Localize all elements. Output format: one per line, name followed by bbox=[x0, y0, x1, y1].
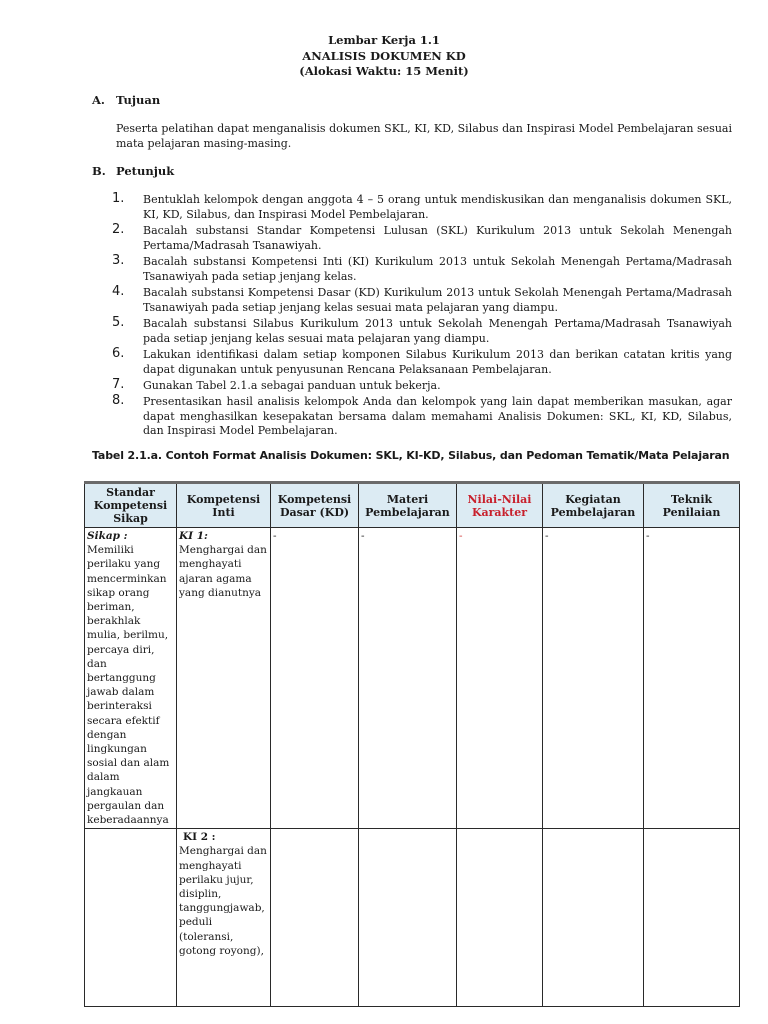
title-line-2: ANALISIS DOKUMEN KD bbox=[302, 48, 466, 63]
step-text: Bacalah substansi Standar Kompetensi Lulusan (SKL) Kurikulum 2013 untuk Sekolah Menengah Pertama/Madrasah Tsanawiyah. bbox=[143, 223, 732, 252]
table-row bbox=[85, 829, 740, 1007]
step-text: Bentuklah kelompok dengan anggota 4 – 5 orang untuk mendiskusikan dan menganalisis dokumen SKL, KI, KD, Silabus, dan Inspirasi Model Pembelajaran. bbox=[143, 193, 732, 221]
step-number: 3. bbox=[112, 252, 125, 268]
step-text: Presentasikan hasil analisis kelompok Anda dan kelompok yang lain dapat memberikan masukan, agar dapat menghasilkan kesepakatan bersama dalam memahami Analisis Dokumen: SKL, KI, KD, Silabus, dan Inspirasi Model Pembelajaran. bbox=[143, 395, 732, 438]
cell-teknik: - bbox=[644, 528, 740, 829]
step-number: 2. bbox=[112, 221, 125, 237]
ki-text: Menghargai dan menghayati ajaran agama yang dianutnya bbox=[179, 544, 267, 599]
section-a-letter: A. bbox=[92, 93, 105, 107]
cell-ki bbox=[177, 829, 271, 1007]
instruction-item bbox=[112, 193, 732, 222]
skl-text: Memiliki perilaku yang mencerminkan sikap orang beriman, berakhlak mulia, berilmu, percaya diri, dan bertanggung jawab dalam berinteraksi secara efektif dengan lingkungan sosial dan alam dalam jangkauan pergaulan dan keberadaannya bbox=[87, 544, 170, 827]
instruction-item bbox=[112, 221, 732, 253]
worksheet-title bbox=[0, 33, 768, 80]
cell-skl bbox=[85, 829, 177, 1007]
table-header-row bbox=[85, 483, 740, 528]
section-b-title: Petunjuk bbox=[116, 164, 175, 178]
header-kegiatan-pembelajaran: Kegiatan Pembelajaran bbox=[543, 483, 644, 528]
instruction-item bbox=[112, 376, 732, 394]
header-materi-pembelajaran: Materi Pembelajaran bbox=[359, 483, 457, 528]
header-kompetensi-dasar: Kompetensi Dasar (KD) bbox=[271, 483, 359, 528]
instruction-item bbox=[112, 314, 732, 346]
ki-text: Menghargai dan menghayati perilaku jujur, disiplin, tanggungjawab, peduli (toleransi, gotong royong), bbox=[179, 845, 267, 957]
section-a-heading bbox=[92, 93, 160, 107]
section-a-text: Peserta pelatihan dapat menganalisis dokumen SKL, KI, KD, Silabus dan Inspirasi Model Pembelajaran sesuai mata pelajaran masing-masing. bbox=[116, 122, 732, 150]
cell-kd bbox=[271, 829, 359, 1007]
ki-label: KI 2 : bbox=[183, 831, 216, 844]
cell-nilai: - bbox=[457, 528, 543, 829]
cell-materi: - bbox=[359, 528, 457, 829]
step-number: 5. bbox=[112, 314, 125, 330]
step-number: 7. bbox=[112, 376, 125, 392]
instruction-item bbox=[112, 283, 732, 315]
step-number: 8. bbox=[112, 393, 125, 409]
step-text: Gunakan Tabel 2.1.a sebagai panduan untuk bekerja. bbox=[143, 378, 441, 392]
table-caption: Tabel 2.1.a. Contoh Format Analisis Dokumen: SKL, KI-KD, Silabus, dan Pedoman Tematik/Mata Pelajaran bbox=[92, 449, 730, 462]
title-line-1: Lembar Kerja 1.1 bbox=[328, 33, 440, 47]
step-text: Lakukan identifikasi dalam setiap komponen Silabus Kurikulum 2013 dan berikan catatan kritis yang dapat digunakan untuk penyusunan Rencana Pelaksanaan Pembelajaran. bbox=[143, 347, 732, 376]
section-b-heading bbox=[92, 164, 174, 178]
header-kompetensi-inti: Kompetensi Inti bbox=[177, 483, 271, 528]
header-standar-kompetensi-sikap: Standar Kompetensi Sikap bbox=[85, 483, 177, 528]
step-number: 1. bbox=[112, 191, 125, 206]
instruction-list bbox=[112, 193, 732, 441]
step-text: Bacalah substansi Kompetensi Dasar (KD) Kurikulum 2013 untuk Sekolah Menengah Pertama/Madrasah Tsanawiyah pada setiap jenjang kelas sesuai mata pelajaran yang diampu. bbox=[143, 285, 732, 314]
instruction-item bbox=[112, 345, 732, 377]
cell-kd: - bbox=[271, 528, 359, 829]
cell-materi bbox=[359, 829, 457, 1007]
step-text: Bacalah substansi Silabus Kurikulum 2013 untuk Sekolah Menengah Pertama/Madrasah Tsanawiyah pada setiap jenjang kelas sesuai mata pelajaran yang diampu. bbox=[143, 316, 732, 345]
section-b-letter: B. bbox=[92, 164, 106, 178]
cell-ki bbox=[177, 528, 271, 829]
table-row bbox=[85, 528, 740, 829]
skl-label: Sikap : bbox=[87, 530, 128, 542]
cell-teknik bbox=[644, 829, 740, 1007]
title-line-3: (Alokasi Waktu: 15 Menit) bbox=[299, 64, 469, 78]
cell-skl bbox=[85, 528, 177, 829]
step-text: Bacalah substansi Kompetensi Inti (KI) Kurikulum 2013 untuk Sekolah Menengah Pertama/Madrasah Tsanawiyah pada setiap jenjang kelas. bbox=[143, 254, 732, 283]
header-nilai-karakter: Nilai-Nilai Karakter bbox=[457, 483, 543, 528]
header-teknik-penilaian: Teknik Penilaian bbox=[644, 483, 740, 528]
instruction-item bbox=[112, 252, 732, 284]
step-number: 4. bbox=[112, 283, 125, 299]
cell-kegiatan: - bbox=[543, 528, 644, 829]
cell-kegiatan bbox=[543, 829, 644, 1007]
cell-nilai bbox=[457, 829, 543, 1007]
step-number: 6. bbox=[112, 345, 125, 361]
ki-label: KI 1: bbox=[179, 530, 208, 542]
instruction-item bbox=[112, 395, 732, 439]
analysis-table bbox=[84, 481, 740, 1007]
section-a-title: Tujuan bbox=[116, 93, 161, 107]
